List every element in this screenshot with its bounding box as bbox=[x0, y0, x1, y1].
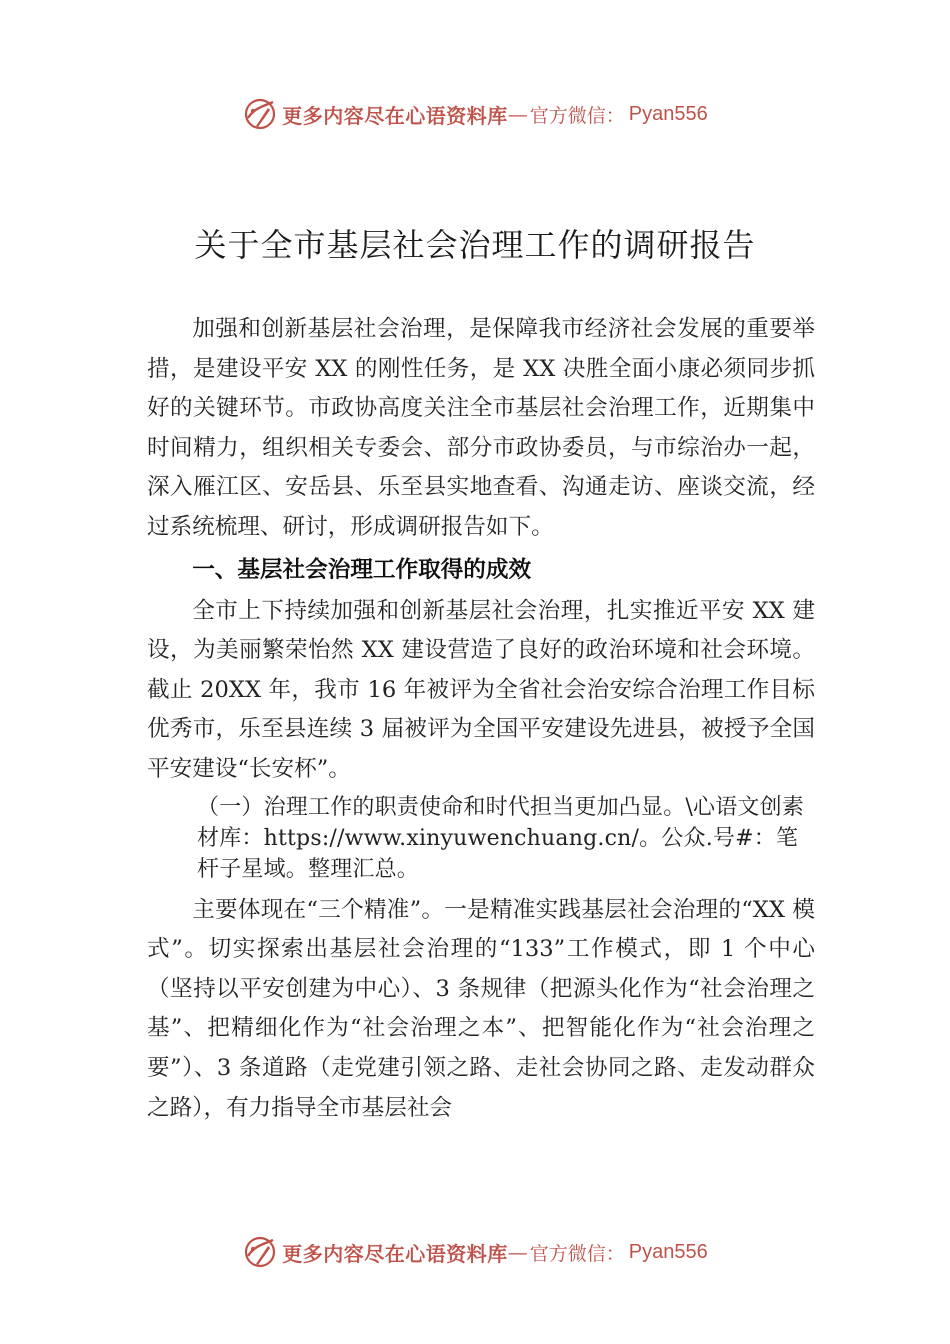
banner-label: 官方微信： bbox=[529, 1242, 625, 1265]
banner-label: 官方微信： bbox=[529, 104, 625, 127]
section-paragraph: 全市上下持续加强和创新基层社会治理，扎实推近平安 XX 建设，为美丽繁荣怡然 XX 建设营造了良好的政治环境和社会环境。截止 20XX 年，我市 16 年被评为全省社会治安综合治理工作目标优秀市，乐至县连续 3 届被评为全国平安建设先进县，被授予全国平安建设“长安杯”。 bbox=[147, 597, 815, 782]
document-title: 关于全市基层社会治理工作的调研报告 bbox=[194, 226, 756, 264]
subsection-heading: （一）治理工作的职责使命和时代担当更加凸显。\心语文创素材库：https://www.xinyuwenchuang.cn/。公众.号#：笔杆子星域。整理汇总。 bbox=[197, 794, 805, 882]
banner-lead-text: 更多内容尽在心语资料库 bbox=[282, 103, 508, 128]
intro-paragraph: 加强和创新基层社会治理，是保障我市经济社会发展的重要举措，是建设平安 XX 的刚性任务，是 XX 决胜全面小康必须同步抓好的关键环节。市政协高度关注全市基层社会治理工作，近期集中时间精力，组织相关专委会、部分市政协委员，与市综治办一起，深入雁江区、安岳县、乐至县实地查看、沟通走访、座谈交流，经过系统梳理、研讨，形成调研报告如下。 bbox=[147, 316, 815, 540]
subsection-paragraph: 主要体现在“三个精准”。一是精准实践基层社会治理的“XX 模式”。切实探索出基层社会治理的“133”工作模式，即 1 个中心（坚持以平安创建为中心）、3 条规律（把源头化作为“社会治理之基”、把精细化作为“社会治理之本”、把智能化作为“社会治理之要”）、3 条道路（走党建引领之路、走社会协同之路、走发动群众之路），有力指导全市基层社会 bbox=[147, 896, 815, 1121]
footer-banner bbox=[0, 1232, 950, 1272]
banner-lead-text: 更多内容尽在心语资料库 bbox=[282, 1241, 508, 1266]
logo-icon bbox=[242, 1234, 278, 1270]
logo-icon bbox=[242, 96, 278, 132]
document-body bbox=[147, 310, 815, 1128]
banner-wechat-id: Pyan556 bbox=[628, 102, 708, 125]
section-heading: 一、基层社会治理工作取得的成效 bbox=[192, 556, 532, 583]
header-banner bbox=[0, 94, 950, 134]
banner-separator: — bbox=[507, 102, 528, 126]
banner-separator: — bbox=[507, 1240, 528, 1264]
banner-wechat-id: Pyan556 bbox=[628, 1240, 708, 1263]
